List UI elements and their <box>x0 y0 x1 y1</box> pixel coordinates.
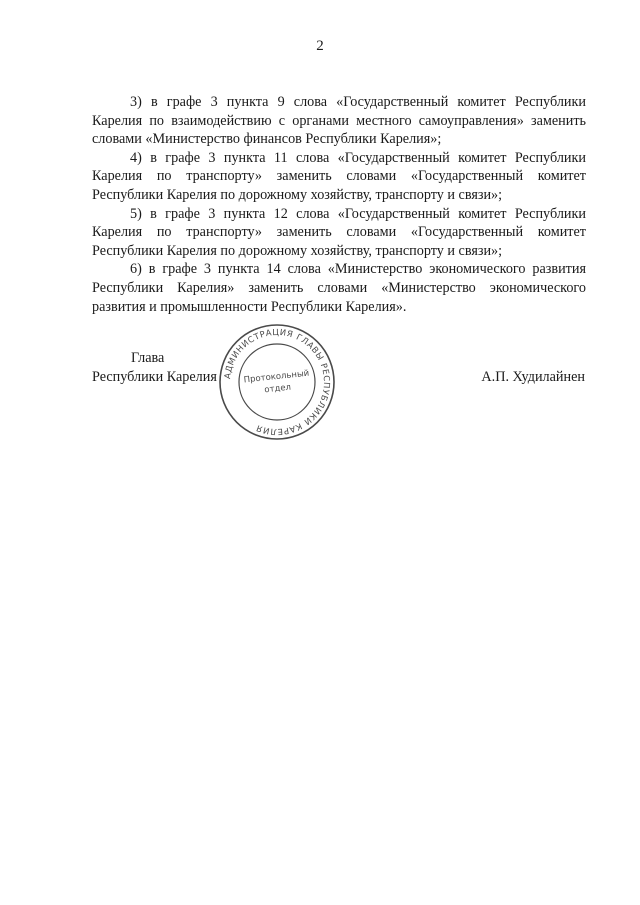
stamp-center-line1: Протокольный <box>243 368 310 386</box>
stamp-center-line2: отдел <box>263 382 292 396</box>
official-stamp <box>217 322 337 442</box>
signature-title-line2: Республики Карелия <box>92 369 217 385</box>
document-body <box>92 93 586 316</box>
stamp-outer-circle <box>220 325 334 439</box>
paragraph-item-4: 4) в графе 3 пункта 11 слова «Государственный комитет Республики Карелия по транспорту» заменить словами «Государственный комитет Республики Карелия по дорожному хозяйству, транспорту и связи»; <box>92 149 586 203</box>
page-number: 2 <box>316 38 324 54</box>
stamp-ring-text: АДМИНИСТРАЦИЯ ГЛАВЫ РЕСПУБЛИКИ КАРЕЛИЯ <box>222 326 333 438</box>
paragraph-item-6: 6) в графе 3 пункта 14 слова «Министерство экономического развития Республики Карелия» заменить словами «Министерство экономического развития и промышленности Республики Карелия». <box>92 261 586 315</box>
paragraph-item-3: 3) в графе 3 пункта 9 слова «Государственный комитет Республики Карелия по взаимодействию с органами местного самоуправления» заменить словами «Министерство финансов Республики Карелия»; <box>92 94 586 148</box>
signatory-name: А.П. Худилайнен <box>481 369 585 385</box>
signature-title-line1: Глава <box>131 350 165 366</box>
paragraph-item-5: 5) в графе 3 пункта 12 слова «Государственный комитет Республики Карелия по транспорту» заменить словами «Государственный комитет Республики Карелия по дорожному хозяйству, транспорту и связи»; <box>92 205 586 259</box>
